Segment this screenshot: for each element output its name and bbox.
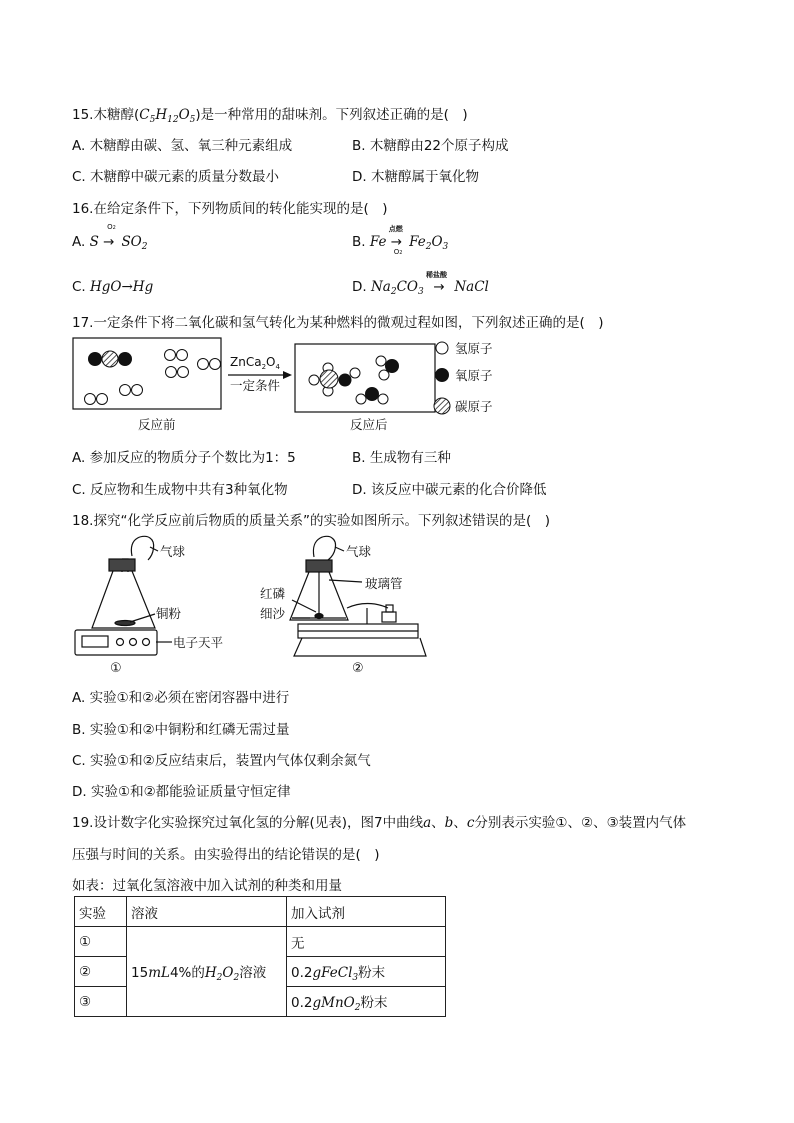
table-row (75, 927, 446, 957)
q17-stem: 17.一定条件下将二氧化碳和氢气转化为某种燃料的微观过程如图，下列叙述正确的是( ) (72, 315, 604, 331)
q17-option-b[interactable]: B. 生成物有三种 (352, 450, 451, 466)
cell-reagent-3: 0.2gMnO$_2$粉末 (287, 987, 446, 1017)
carbon-legend-icon (434, 398, 450, 414)
label-experiment-1: ① (110, 661, 122, 676)
cell-reagent-2: 0.2gFeCl$_3$粉末 (287, 957, 446, 987)
catalyst-label: $ZnCa_2O_4$ (230, 355, 280, 371)
header-experiment: 实验 (75, 897, 127, 927)
apparatus-1 (75, 536, 172, 655)
xylitol-formula: $C_5H_{12}O_5$ (139, 107, 196, 125)
q16-option-c[interactable]: C. HgO→Hg (72, 279, 154, 295)
q18-apparatus-figure (70, 532, 430, 680)
q19-reagent-table (74, 896, 446, 1017)
cell-reagent-1: 无 (287, 927, 446, 957)
q17-option-d[interactable]: D. 该反应中碳元素的化合价降低 (352, 482, 547, 498)
label-electronic-balance: 电子天平 (173, 635, 224, 650)
row-experiment-2: ② (75, 957, 127, 987)
q19-stem-line2: 压强与时间的关系。由实验得出的结论错误的是( ) (72, 847, 380, 863)
q15-stem: 15.木糖醇$(C_5H_{12}O_5)$是一种常用的甜味剂。下列叙述正确的是( ) (72, 107, 468, 125)
q17-option-a[interactable]: A. 参加反应的物质分子个数比为1：5 (72, 450, 296, 466)
label-balloon-2: 气球 (346, 544, 372, 559)
header-reagent: 加入试剂 (287, 897, 446, 927)
q19-stem-line1: 19.设计数字化实验探究过氧化氢的分解(见表)，图7中曲线a、b、c分别表示实验①、②、③装置内气体 (72, 815, 687, 831)
co2-molecule (88, 351, 132, 367)
q18-option-a[interactable]: A. 实验①和②必须在密闭容器中进行 (72, 690, 290, 706)
label-copper-powder: 铜粉 (156, 606, 182, 621)
q16-option-b[interactable]: B. Fe 点燃 → O2 $Fe_2O_3$ (352, 225, 449, 256)
ch3oh-molecule (309, 363, 360, 396)
q18-stem: 18.探究“化学反应前后物质的质量关系”的实验如图所示。下列叙述错误的是( ) (72, 513, 550, 529)
h2o-molecule-1 (376, 356, 399, 380)
label-fine-sand: 细沙 (260, 606, 286, 621)
q15-option-a[interactable]: A. 木糖醇由碳、氢、氧三种元素组成 (72, 138, 293, 154)
q18-option-d[interactable]: D. 实验①和②都能验证质量守恒定律 (72, 784, 291, 800)
cell-solution: 15mL4%的$H_2O_2$溶液 (127, 927, 287, 1017)
q16-option-d[interactable]: D. $Na_2CO_3$ 稀盐酸 → NaCl (352, 271, 489, 297)
q15-option-d[interactable]: D. 木糖醇属于氧化物 (352, 169, 479, 185)
legend-hydrogen: 氢原子 (455, 341, 493, 356)
header-solution: 溶液 (127, 897, 287, 927)
q18-option-b[interactable]: B. 实验①和②中铜粉和红磷无需过量 (72, 722, 290, 738)
condition-label: 一定条件 (230, 378, 281, 393)
q17-molecule-figure (70, 333, 510, 438)
legend-carbon: 碳原子 (455, 399, 493, 414)
q16-option-a[interactable]: A. S O2 → $SO_2$ (72, 223, 148, 252)
q18-option-c[interactable]: C. 实验①和②反应结束后，装置内气体仅剩余氮气 (72, 753, 371, 769)
after-label: 反应后 (350, 417, 388, 432)
label-balloon-1: 气球 (160, 544, 186, 559)
h2o-molecule-2 (356, 387, 388, 404)
before-label: 反应前 (138, 417, 176, 432)
q15-option-c[interactable]: C. 木糖醇中碳元素的质量分数最小 (72, 169, 280, 185)
row-experiment-3: ③ (75, 987, 127, 1017)
hydrogen-legend-icon (436, 342, 448, 354)
q17-option-c[interactable]: C. 反应物和生成物中共有3种氧化物 (72, 482, 288, 498)
q16-stem: 16.在给定条件下，下列物质间的转化能实现的是( ) (72, 201, 388, 217)
oxygen-legend-icon (435, 368, 449, 382)
label-experiment-2: ② (352, 661, 364, 676)
row-experiment-1: ① (75, 927, 127, 957)
label-red-phosphorus: 红磷 (260, 586, 286, 601)
q15-option-b[interactable]: B. 木糖醇由22个原子构成 (352, 138, 509, 154)
legend-oxygen: 氧原子 (455, 368, 493, 383)
q19-table-caption: 如表：过氧化氢溶液中加入试剂的种类和用量 (72, 878, 342, 894)
table-header-row (75, 897, 446, 927)
label-glass-tube: 玻璃管 (365, 576, 403, 591)
